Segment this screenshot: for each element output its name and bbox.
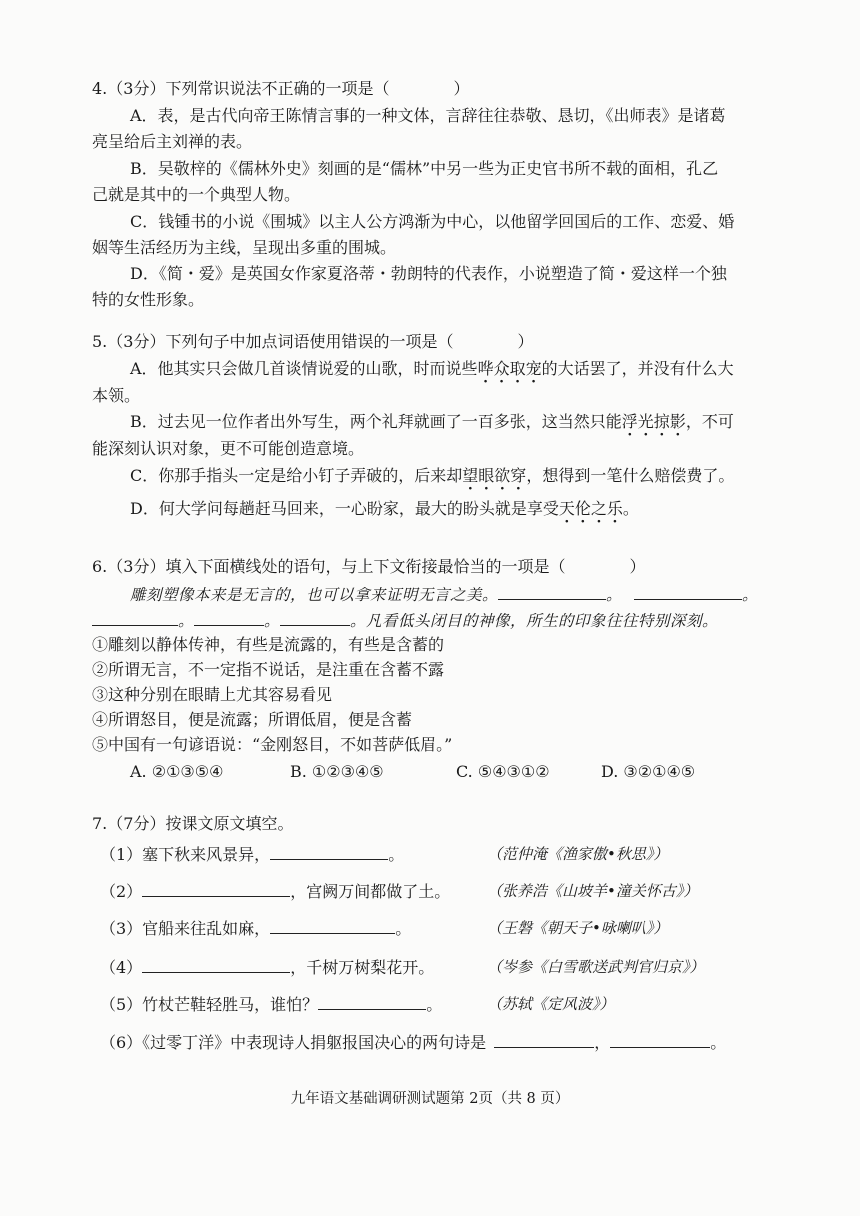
q6-sentence-1: ①雕刻以静体传神，有些是流露的，有些是含蓄的 <box>92 635 445 654</box>
q7-r6-end: 。 <box>710 1033 727 1052</box>
q5-d-dotted-word: 天伦之乐 <box>558 499 623 518</box>
q4-option-a-line2: 亮呈给后主刘禅的表。 <box>92 132 253 151</box>
q6-passage-text1: 雕刻塑像本来是无言的，也可以拿来证明无言之美。 <box>130 586 499 604</box>
q6-choices <box>130 761 695 783</box>
q6-choice-a[interactable]: A. ②①③⑤④ <box>130 762 224 781</box>
q5-option-b-line2: 能深刻认识对象，更不可能创造意境。 <box>92 439 365 458</box>
q7-r6-comma: ， <box>594 1033 611 1052</box>
q7-r6-blank-2[interactable] <box>610 1031 710 1048</box>
q4-option-b-line2: 己就是其中的一个典型人物。 <box>92 185 301 204</box>
q7-r4-text: （4） <box>100 958 143 977</box>
q5-option-d <box>130 498 639 520</box>
q5-d-text-pre: D．何大学问每趟赶马回来，一心盼家，最大的盼头就是享受 <box>130 499 559 518</box>
q5-b-text-post: ，不可 <box>685 412 734 431</box>
q7-row-3 <box>100 917 411 940</box>
q7-title: 7.（7分）按课文原文填空。 <box>92 814 294 833</box>
q6-choice-b[interactable]: B. ①②③④⑤ <box>290 762 384 781</box>
q7-r5-source: （苏轼《定风波》） <box>487 995 615 1013</box>
q7-r5-text: （5）竹杖芒鞋轻胜马，谁怕？ <box>100 995 319 1014</box>
q5-a-text-post: 的大话罢了，并没有什么大 <box>541 359 734 378</box>
q7-row-2 <box>100 880 450 903</box>
q4-option-c-line2: 姻等生活经历为主线，呈现出多重的围城。 <box>92 238 397 257</box>
q5-c-dotted-word: 望眼欲穿 <box>462 466 527 485</box>
q7-row-6 <box>100 1031 726 1054</box>
q5-c-text-post: ，想得到一笔什么赔偿费了。 <box>526 466 735 485</box>
q6-choice-d[interactable]: D. ③②①④⑤ <box>601 762 696 781</box>
q4-option-d-line1: D．《简・爱》是英国女作家夏洛蒂・勃朗特的代表作，小说塑造了简・爱这样一个独 <box>130 264 727 283</box>
q5-title: 5.（3分）下列句子中加点词语使用错误的一项是（ ） <box>92 332 534 351</box>
q6-passage-line2 <box>92 609 718 632</box>
q7-r3-text: （3）官船来往乱如麻， <box>100 919 271 938</box>
q7-r1-source: （范仲淹《渔家傲•秋思》） <box>487 845 669 863</box>
q7-r2-end: ，宫阙万间都做了土。 <box>290 882 451 901</box>
q5-option-c <box>130 465 734 487</box>
q4-option-b-line1: B．吴敬梓的《儒林外史》刻画的是“儒林”中另一些为正史官书所不载的面相，孔乙 <box>130 159 719 178</box>
q7-r1-blank[interactable] <box>270 843 388 860</box>
q7-r6-text: （6）《过零丁洋》中表现诗人捐躯报国决心的两句诗是 <box>100 1033 487 1052</box>
q7-r5-blank[interactable] <box>318 993 426 1010</box>
q7-row-5 <box>100 993 442 1016</box>
q5-b-text-pre: B．过去见一位作者出外写生，两个礼拜就画了一百多张，这当然只能 <box>130 412 622 431</box>
q6-passage-line1 <box>130 583 758 606</box>
q7-r5-end: 。 <box>426 995 443 1014</box>
q6-sentence-5: ⑤中国有一句谚语说：“金刚怒目，不如菩萨低眉。” <box>92 735 453 754</box>
q6-period: 。 <box>606 586 623 604</box>
q5-option-a-line1 <box>130 358 734 380</box>
q7-r6-blank-1[interactable] <box>494 1031 594 1048</box>
q6-sentence-4: ④所谓怒目，便是流露；所谓低眉，便是含蓄 <box>92 710 413 729</box>
q7-r3-end: 。 <box>395 919 412 938</box>
q7-r3-source: （王磐《朝天子•咏喇叭》） <box>487 919 669 937</box>
q7-r4-end: ，千树万树梨花开。 <box>290 958 435 977</box>
q6-choice-c[interactable]: C. ⑤④③①② <box>456 762 550 781</box>
page-footer: 九年语文基础调研测试题第 2页（共 8 页） <box>290 1091 570 1107</box>
q4-title: 4.（3分）下列常识说法不正确的一项是（ ） <box>92 79 470 98</box>
q5-option-b-line1 <box>130 411 734 433</box>
q7-row-1 <box>100 843 404 866</box>
q6-sentence-2: ②所谓无言，不一定指不说话，是注重在含蓄不露 <box>92 660 445 679</box>
q5-a-dotted-word: 哗众取宠 <box>477 359 542 378</box>
q7-r2-text: （2） <box>100 882 143 901</box>
q7-r4-source: （岑参《白雪歌送武判官归京》） <box>487 958 705 976</box>
q4-option-d-line2: 特的女性形象。 <box>92 290 205 309</box>
q6-blank-2[interactable] <box>634 583 742 600</box>
q7-r1-end: 。 <box>388 845 405 864</box>
q7-r1-text: （1）塞下秋来风景异， <box>100 845 271 864</box>
q7-r3-blank[interactable] <box>270 917 395 934</box>
q6-period: 。 <box>742 586 759 604</box>
q6-blank-3[interactable] <box>92 609 178 626</box>
q7-r2-source: （张养浩《山坡羊•潼关怀古》） <box>487 882 699 900</box>
q7-r4-blank[interactable] <box>142 956 290 973</box>
q6-title: 6.（3分）填入下面横线处的语句，与上下文衔接最恰当的一项是（ ） <box>92 557 646 576</box>
q5-option-a-line2: 本领。 <box>92 386 141 405</box>
q5-d-text-post: 。 <box>622 499 639 518</box>
q6-blank-5[interactable] <box>280 609 350 626</box>
q5-b-dotted-word: 浮光掠影 <box>621 412 686 431</box>
q6-period: 。 <box>178 612 195 630</box>
q6-period: 。 <box>264 612 281 630</box>
q6-blank-4[interactable] <box>194 609 264 626</box>
q6-blank-1[interactable] <box>498 583 606 600</box>
q5-c-text-pre: C．你那手指头一定是给小钉子弄破的，后来却 <box>130 466 463 485</box>
q6-sentence-3: ③这种分别在眼睛上尤其容易看见 <box>92 685 333 704</box>
q7-r2-blank[interactable] <box>142 880 290 897</box>
q7-row-4 <box>100 956 434 979</box>
q6-passage-text2: 。凡看低头闭目的神像，所生的印象往往特别深刻。 <box>350 612 719 630</box>
q4-option-a-line1: A．表，是古代向帝王陈情言事的一种文体，言辞往往恭敬、恳切，《出师表》是诸葛 <box>130 106 726 125</box>
q5-a-text-pre: A．他其实只会做几首谈情说爱的山歌，时而说些 <box>130 359 478 378</box>
q4-option-c-line1: C．钱锺书的小说《围城》以主人公方鸿渐为中心，以他留学回国后的工作、恋爱、婚 <box>130 212 735 231</box>
